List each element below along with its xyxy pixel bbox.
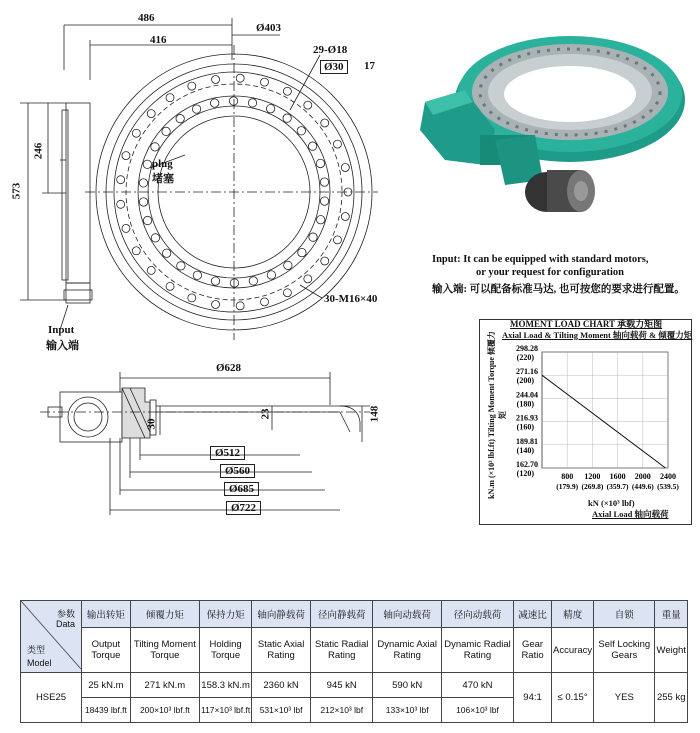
product-render-image (405, 20, 690, 225)
input-note-line3: 输入端: 可以配备标准马达, 也可按您的要求进行配置。 (432, 284, 685, 295)
inner-bolt-hole (177, 262, 185, 270)
col-en-gear-ratio: Gear Ratio (514, 628, 552, 673)
x-tick-label: 800 (561, 472, 574, 481)
dim-573: 573 (10, 182, 23, 200)
col-en-tilting: Tilting Moment Torque (130, 628, 199, 673)
inner-bolt-hole (162, 249, 170, 257)
col-cn-holding: 保持力矩 (199, 601, 251, 628)
col-cn-weight: 重量 (655, 601, 688, 628)
inner-bolt-hole (320, 197, 328, 205)
outer-bolt-hole (212, 76, 220, 84)
outer-bolt-hole (166, 282, 174, 290)
inner-bolt-hole (143, 160, 151, 168)
inner-bolt-hole (162, 127, 170, 135)
dim-486: 486 (138, 12, 155, 24)
inner-bolt-hole (143, 216, 151, 224)
chart-plot (480, 320, 691, 524)
outer-bolt-hole (260, 78, 268, 86)
inner-bolt-hole (139, 179, 147, 187)
outer-bolt-hole (283, 289, 291, 297)
dim-403: Ø403 (256, 22, 282, 34)
corner-top-en: Data (55, 619, 75, 629)
inner-bolt-hole (229, 97, 237, 105)
val-output-metric: 25 kN.m (82, 673, 131, 698)
col-en-self-locking: Self Locking Gears (594, 628, 655, 673)
inner-bolt-hole (249, 277, 257, 285)
inner-bolt-hole (320, 178, 328, 186)
y-tick-label: 298.28 (516, 344, 538, 353)
inner-bolt-hole (248, 99, 256, 107)
outer-bolt-hole (304, 101, 312, 109)
outer-bolt-hole (283, 87, 291, 95)
outer-bolt-hole (321, 257, 329, 265)
inner-bolt-hole (193, 271, 201, 279)
val-dynamic-radial-imperial: 106×10³ lbf (441, 698, 513, 723)
inner-bolt-hole (210, 99, 218, 107)
val-accuracy: ≤ 0.15° (552, 673, 594, 723)
val-dynamic-radial-metric: 470 kN (441, 673, 513, 698)
inner-bolt-hole (267, 271, 275, 279)
outer-bolt-hole (147, 110, 155, 118)
inner-bolt-hole (230, 279, 238, 287)
col-cn-output: 输出转矩 (82, 601, 131, 628)
inner-bolt-hole (298, 248, 306, 256)
col-cn-static-radial: 径向静载荷 (310, 601, 372, 628)
y-tick-sublabel: (220) (516, 353, 534, 362)
corner-top-cn: 参数 (56, 609, 75, 619)
outer-bolt-hole (117, 200, 125, 208)
x-tick-sublabel: (269.8) (581, 482, 604, 491)
col-cn-accuracy: 精度 (552, 601, 594, 628)
outer-bolt-hole (132, 247, 140, 255)
col-en-weight: Weight (655, 628, 688, 673)
dim-722: Ø722 (226, 501, 261, 515)
dim-416: 416 (150, 34, 167, 46)
x-tick-sublabel: (539.5) (657, 482, 679, 491)
corner-bottom-en: Model (27, 658, 52, 668)
col-cn-dynamic-radial: 径向动载荷 (441, 601, 513, 628)
outer-bolt-hole (212, 300, 220, 308)
val-dynamic-axial-metric: 590 kN (373, 673, 441, 698)
col-en-output: Output Torque (82, 628, 131, 673)
x-tick-label: 2400 (660, 472, 676, 481)
inner-bolt-hole (266, 104, 274, 112)
outer-bolt-hole (341, 163, 349, 171)
outer-bolt-hole (341, 213, 349, 221)
dim-512: Ø512 (210, 446, 245, 460)
plug-label-cn: 堵塞 (152, 173, 174, 185)
outer-bolt-hole (333, 140, 341, 148)
dim-246: 246 (32, 142, 45, 160)
outer-bolt-hole (236, 302, 244, 310)
y-tick-label: 271.16 (516, 367, 538, 377)
val-static-radial-imperial: 212×10³ lbf (310, 698, 372, 723)
inner-bolt-hole (192, 105, 200, 113)
val-holding-metric: 158.3 kN.m (199, 673, 251, 698)
col-en-dynamic-axial: Dynamic Axial Rating (373, 628, 441, 673)
dim-685: Ø685 (224, 482, 259, 496)
y-tick-sublabel: (160) (516, 422, 534, 432)
dim-560: Ø560 (220, 464, 255, 478)
col-en-static-axial: Static Axial Rating (252, 628, 311, 673)
dim-30: 30 (145, 418, 158, 430)
inner-bolt-hole (176, 114, 184, 122)
val-output-imperial: 18439 lbf.ft (82, 698, 131, 723)
x-tick-label: 2000 (634, 472, 651, 481)
val-tilting-metric: 271 kN.m (130, 673, 199, 698)
outer-bolt-hole (188, 294, 196, 302)
corner-bottom-cn: 类型 (27, 645, 46, 655)
x-tick-label: 1200 (584, 472, 601, 481)
chart-subtitle: Axial Load & Tilting Moment 轴向载荷 & 倾覆力矩 (502, 330, 693, 340)
val-static-axial-imperial: 531×10³ lbf (252, 698, 311, 723)
input-note-line1: Input: It can be equipped with standard motors, (432, 254, 649, 265)
x-tick-label: 1600 (609, 472, 626, 481)
outer-bolt-hole (304, 275, 312, 283)
x-tick-sublabel: (449.6) (631, 482, 654, 491)
col-cn-dynamic-axial: 轴向动载荷 (373, 601, 441, 628)
inner-bolt-hole (284, 261, 292, 269)
col-en-dynamic-radial: Dynamic Radial Rating (441, 628, 513, 673)
inner-bolt-hole (151, 143, 159, 151)
val-holding-imperial: 117×10³ lbf.ft (199, 698, 251, 723)
col-cn-static-axial: 轴向静载荷 (252, 601, 311, 628)
inner-bolt-hole (297, 127, 305, 135)
col-cn-self-locking: 自锁 (594, 601, 655, 628)
dim-holes: 29-Ø18 (313, 44, 348, 56)
inner-bolt-hole (139, 198, 147, 206)
outer-bolt-hole (132, 129, 140, 137)
chart-title: MOMENT LOAD CHART 承载力矩图 (510, 319, 663, 329)
y-tick-sublabel: (120) (516, 469, 534, 478)
outer-bolt-hole (188, 82, 196, 90)
outer-bolt-hole (321, 119, 329, 127)
outer-bolt-hole (333, 236, 341, 244)
y-tick-sublabel: (140) (516, 445, 534, 455)
plug-label: plug (152, 158, 173, 170)
chart-xlabel: Axial Load 轴向载荷 (592, 509, 669, 519)
y-tick-label: 189.81 (516, 436, 538, 446)
val-tilting-imperial: 200×10³ lbf.ft (130, 698, 199, 723)
inner-bolt-hole (151, 234, 159, 242)
val-dynamic-axial-imperial: 133×10³ lbf (373, 698, 441, 723)
x-tick-sublabel: (179.9) (556, 482, 579, 491)
y-tick-label: 162.70 (516, 460, 538, 469)
inner-bolt-hole (309, 233, 317, 241)
model-cell: HSE25 (21, 673, 82, 723)
col-cn-tilting: 倾覆力矩 (130, 601, 199, 628)
chart-xunit: kN (×10³ lbf) (588, 498, 635, 508)
col-en-static-radial: Static Radial Rating (310, 628, 372, 673)
chart-ylabel: kN.m (×10³ lbf.ft) Tilting Moment Torque 倾覆力矩 (487, 331, 507, 499)
outer-bolt-hole (122, 224, 130, 232)
dim-148: 148 (368, 405, 381, 423)
x-tick-sublabel: (359.7) (606, 482, 629, 491)
y-tick-label: 244.04 (516, 390, 538, 400)
val-static-axial-metric: 2360 kN (252, 673, 311, 698)
dim-depth: 17 (364, 60, 375, 72)
inner-bolt-hole (211, 277, 219, 285)
outer-bolt-hole (166, 94, 174, 102)
outer-bolt-hole (122, 152, 130, 160)
y-tick-sublabel: (180) (516, 399, 534, 409)
outer-bolt-hole (236, 74, 244, 82)
col-en-holding: Holding Torque (199, 628, 251, 673)
inner-bolt-hole (316, 216, 324, 224)
outer-bolt-hole (147, 266, 155, 274)
dim-counterbore: Ø30 (320, 60, 348, 74)
input-note-line2: or your request for configuration (476, 267, 624, 278)
table-corner (21, 601, 82, 673)
val-self-locking: YES (594, 673, 655, 723)
val-static-radial-metric: 945 kN (310, 673, 372, 698)
dim-628: Ø628 (216, 362, 242, 374)
input-label: Input (48, 324, 75, 336)
dim-23: 23 (259, 408, 272, 420)
col-en-accuracy: Accuracy (552, 628, 594, 673)
col-cn-gear-ratio: 减速比 (514, 601, 552, 628)
val-gear-ratio: 94:1 (514, 673, 552, 723)
y-tick-label: 216.93 (516, 413, 538, 423)
y-tick-sublabel: (200) (516, 376, 534, 386)
inner-bolt-hole (308, 142, 316, 150)
spec-table (20, 600, 688, 723)
val-weight: 255 kg (655, 673, 688, 723)
inner-bolt-hole (283, 114, 291, 122)
bolts-label: 30-M16×40 (324, 293, 378, 305)
outer-bolt-hole (117, 176, 125, 184)
input-label-cn: 输入端 (46, 340, 79, 352)
inner-bolt-hole (316, 159, 324, 167)
plot-frame (542, 352, 668, 468)
outer-bolt-hole (260, 298, 268, 306)
moment-load-chart (479, 319, 692, 525)
